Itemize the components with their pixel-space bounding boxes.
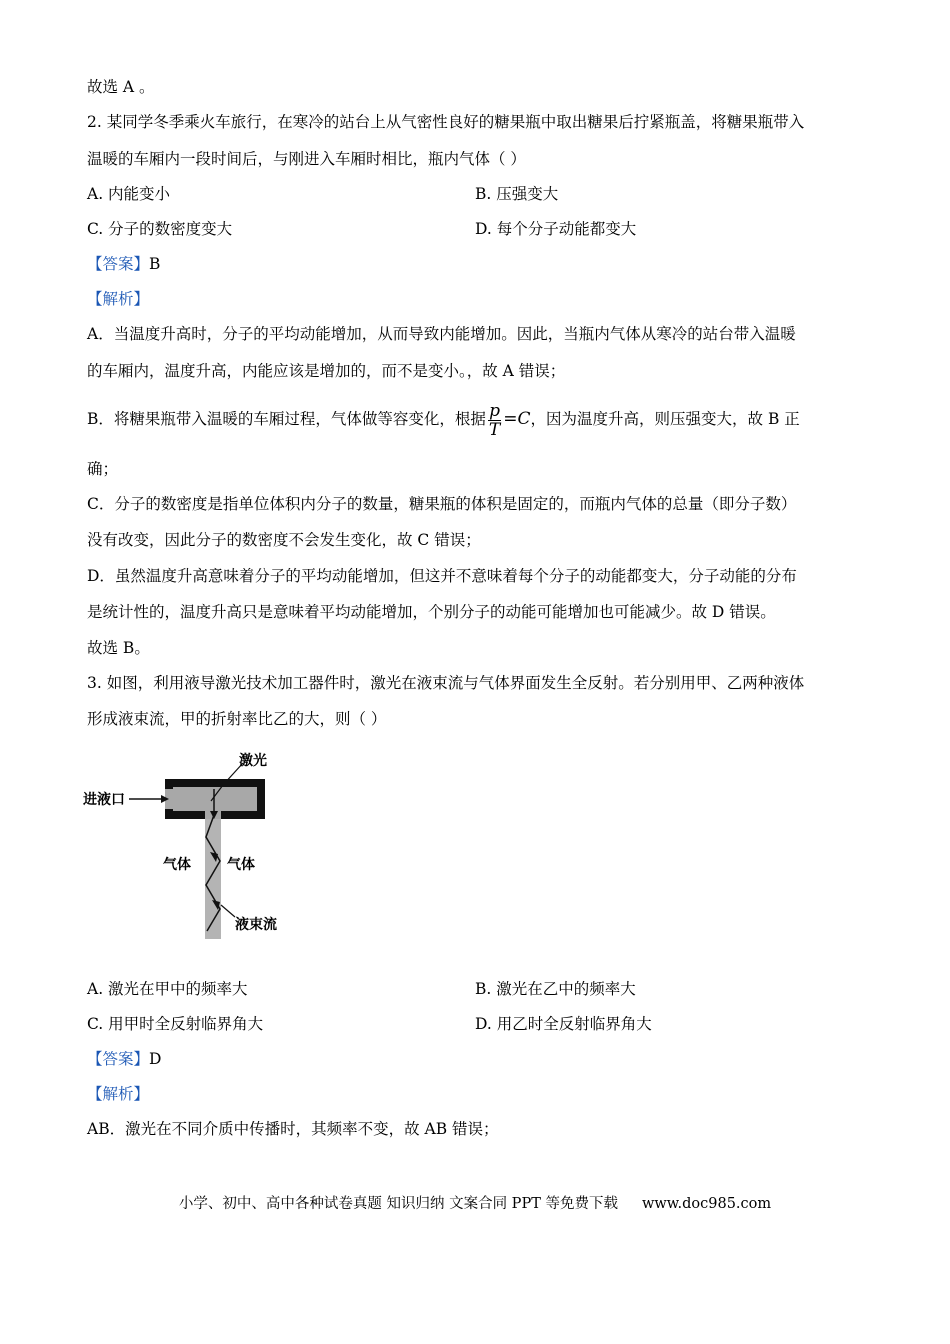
q2-analysis-c-line2: 没有改变，因此分子的数密度不会发生变化，故 C 错误； — [87, 531, 481, 549]
label-laser: 激光 — [239, 753, 267, 769]
q3-option-b: B. 激光在乙中的频率大 — [475, 980, 636, 998]
q2-stem-line1: 2. 某同学冬季乘火车旅行，在寒冷的站台上从气密性良好的糖果瓶中取出糖果后拧紧瓶盖，将糖果瓶带入 — [87, 113, 805, 131]
fraction-numerator: p — [489, 400, 501, 421]
answer-tag: 【答案】 — [87, 1050, 150, 1068]
laser-jet-diagram — [83, 745, 283, 945]
q2-option-b: B. 压强变大 — [475, 185, 559, 203]
q2-option-c: C. 分子的数密度变大 — [87, 220, 233, 238]
answer-value: D — [149, 1050, 162, 1068]
q2-analysis-d-line2: 是统计性的，温度升高只是意味着平均动能增加，个别分子的动能可能增加也可能减少。故 D 错误。 — [87, 603, 776, 621]
q3-stem-line2: 形成液束流，甲的折射率比乙的大，则（ ） — [87, 710, 387, 728]
q1-conclusion: 故选 A 。 — [87, 78, 155, 96]
laser-jet-figure — [83, 745, 283, 945]
label-gas-right: 气体 — [227, 857, 255, 873]
jet-pointer-line — [221, 905, 235, 917]
q2-answer — [87, 254, 160, 274]
q2-analysis-a-line1: A．当温度升高时，分子的平均动能增加，从而导致内能增加。因此，当瓶内气体从寒冷的站台带入温暖 — [87, 325, 796, 343]
q3-option-a: A. 激光在甲中的频率大 — [87, 980, 248, 998]
q2-analysis-b-line1 — [87, 400, 800, 439]
q3-analysis-ab: AB．激光在不同介质中传播时，其频率不变，故 AB 错误； — [87, 1120, 499, 1138]
page-footer — [0, 1192, 950, 1213]
b-text-pre: B．将糖果瓶带入温暖的车厢过程，气体做等容变化，根据 — [87, 410, 486, 428]
answer-value: B — [149, 255, 161, 273]
answer-tag: 【答案】 — [87, 255, 150, 273]
b-text-post: ，因为温度升高，则压强变大，故 B 正 — [530, 410, 800, 428]
label-liquid-jet: 液束流 — [235, 917, 277, 933]
q3-analysis-tag — [87, 1084, 149, 1104]
analysis-tag: 【解析】 — [87, 290, 150, 308]
q2-analysis-b-line2: 确； — [87, 460, 119, 478]
label-gas-left: 气体 — [163, 857, 191, 873]
q2-option-d: D. 每个分子动能都变大 — [475, 220, 637, 238]
q2-stem-line2: 温暖的车厢内一段时间后，与刚进入车厢时相比，瓶内气体（ ） — [87, 150, 526, 168]
formula-rhs: =C — [503, 409, 531, 429]
fraction-denominator: T — [488, 419, 501, 440]
q2-analysis-c-line1: C．分子的数密度是指单位体积内分子的数量，糖果瓶的体积是固定的，而瓶内气体的总量（即分子数） — [87, 495, 797, 513]
q2-analysis-d-line1: D．虽然温度升高意味着分子的平均动能增加，但这并不意味着每个分子的动能都变大，分子动能的分布 — [87, 567, 797, 585]
q3-stem-line1: 3. 如图，利用液导激光技术加工器件时，激光在液束流与气体界面发生全反射。若分别用甲、乙两种液体 — [87, 674, 805, 692]
q2-analysis-a-line2: 的车厢内，温度升高，内能应该是增加的，而不是变小。，故 A 错误； — [87, 362, 566, 380]
label-inlet: 进液口 — [83, 792, 125, 808]
footer-url[interactable]: www.doc985.com — [641, 1196, 772, 1212]
q2-analysis-tag — [87, 289, 149, 309]
q3-answer — [87, 1049, 161, 1069]
q3-option-d: D. 用乙时全反射临界角大 — [475, 1015, 652, 1033]
q2-option-a: A. 内能变小 — [87, 185, 171, 203]
q2-conclusion: 故选 B。 — [87, 639, 150, 657]
nozzle-chamber — [173, 787, 257, 811]
formula-fraction — [488, 402, 501, 439]
analysis-tag: 【解析】 — [87, 1085, 150, 1103]
q3-option-c: C. 用甲时全反射临界角大 — [87, 1015, 264, 1033]
footer-text: 小学、初中、高中各种试卷真题 知识归纳 文案合同 PPT 等免费下载 — [178, 1196, 618, 1212]
